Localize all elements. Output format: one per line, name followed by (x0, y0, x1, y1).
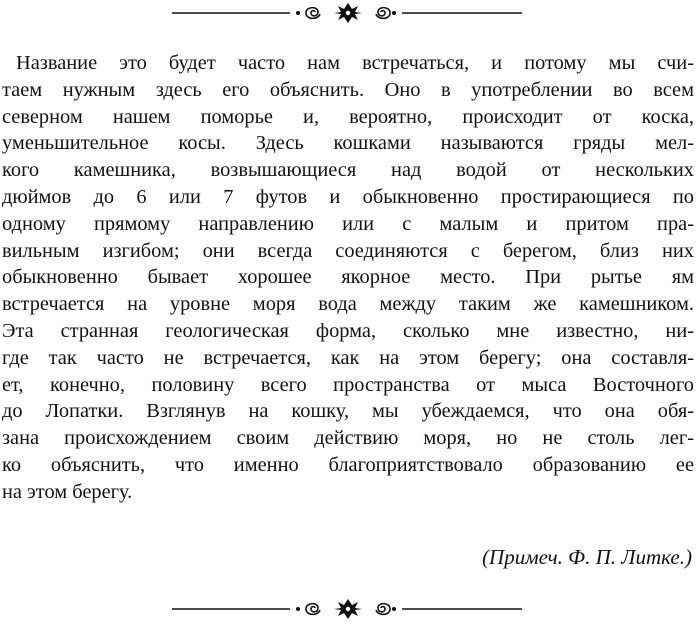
text-line: вильным изгибом; они всегда соединяются с берегом, близ них (2, 239, 694, 262)
text-line: на этом берегу. (2, 480, 133, 503)
bottom-ornament-divider (0, 596, 696, 622)
text-line: Название это будет часто нам встречаться, и потому мы счи- (16, 52, 694, 74)
text-line: ко объяснить, что именно благоприятствовало образованию ее (2, 453, 694, 476)
footnote-attribution: (Примеч. Ф. П. Литке.) (482, 545, 692, 569)
text-line: таем нужным здесь его объяснить. Оно в употреблении во всем (2, 78, 694, 101)
ornament-flourish-icon (0, 0, 696, 26)
text-line: северном нашем поморье и, вероятно, происходит от коска, (2, 105, 694, 128)
text-line: где так часто не встречается, как на этом берегу; она составля- (2, 346, 694, 369)
text-line: встречается на уровне моря вода между таким же камешником. (2, 293, 694, 316)
text-line: до Лопатки. Взглянув на кошку, мы убеждаемся, что она обя- (2, 400, 694, 423)
text-line: кого камешника, возвышающиеся над водой от нескольких (2, 159, 694, 182)
text-line: одному прямому направлению или с малым и притом пра- (2, 212, 694, 235)
text-line: Эта странная геологическая форма, сколько мне известно, ни- (2, 319, 694, 342)
text-line: обыкновенно бывает хорошее якорное место. При рытье ям (2, 266, 694, 289)
text-line: ет, конечно, половину всего пространства от мыса Восточного (2, 373, 694, 396)
text-line: дюймов до 6 или 7 футов и обыкновенно простирающиеся по (2, 185, 694, 208)
footnote-paragraph (2, 50, 694, 506)
top-ornament-divider (0, 0, 696, 26)
text-line: зана происхождением своим действию моря, но не столь лег- (2, 427, 694, 450)
ornament-flourish-icon (0, 596, 696, 622)
text-line: уменьшительное косы. Здесь кошками называются гряды мел- (2, 132, 694, 155)
